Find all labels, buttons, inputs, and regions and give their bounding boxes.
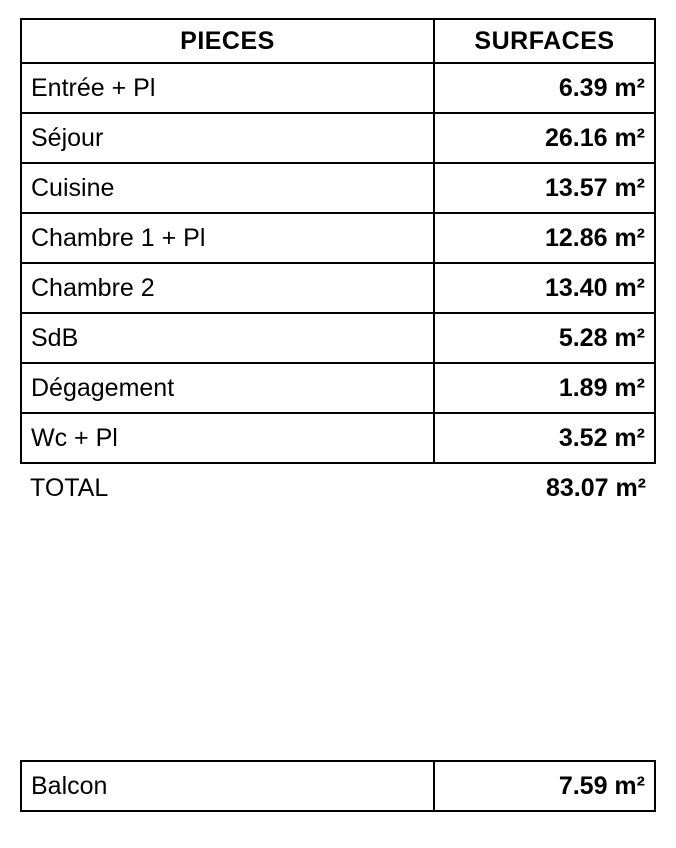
- table-row: [21, 413, 655, 463]
- surfaces-table: [20, 18, 656, 512]
- table-row: [21, 363, 655, 413]
- room-area: 13.40 m²: [434, 263, 655, 313]
- total-label: TOTAL: [30, 473, 109, 502]
- room-area: 6.39 m²: [434, 63, 655, 113]
- room-name: Cuisine: [21, 163, 434, 213]
- room-name: Chambre 2: [21, 263, 434, 313]
- table-header-row: [21, 19, 655, 63]
- room-area: 7.59 m²: [434, 761, 655, 811]
- room-area: 5.28 m²: [434, 313, 655, 363]
- total-area: 83.07 m²: [545, 473, 646, 502]
- table-row: [21, 113, 655, 163]
- table-row: [21, 761, 655, 811]
- room-area: 3.52 m²: [434, 413, 655, 463]
- room-area: 26.16 m²: [434, 113, 655, 163]
- table-row: [21, 213, 655, 263]
- table-row: [21, 313, 655, 363]
- table-row: [21, 63, 655, 113]
- balcony-table: [20, 760, 656, 812]
- room-name: SdB: [21, 313, 434, 363]
- room-name: Wc + Pl: [21, 413, 434, 463]
- column-header-surfaces: SURFACES: [434, 19, 655, 63]
- column-header-rooms: PIECES: [21, 19, 434, 63]
- room-area: 12.86 m²: [434, 213, 655, 263]
- room-name: Dégagement: [21, 363, 434, 413]
- room-name: Séjour: [21, 113, 434, 163]
- room-name: Entrée + Pl: [21, 63, 434, 113]
- room-name: Chambre 1 + Pl: [21, 213, 434, 263]
- table-row: [21, 163, 655, 213]
- surfaces-table-body: [21, 63, 655, 512]
- room-area: 1.89 m²: [434, 363, 655, 413]
- room-name: Balcon: [21, 761, 434, 811]
- table-row: [21, 263, 655, 313]
- room-area: 13.57 m²: [434, 163, 655, 213]
- balcony-table-body: [21, 761, 655, 811]
- table-total-row: [21, 463, 655, 512]
